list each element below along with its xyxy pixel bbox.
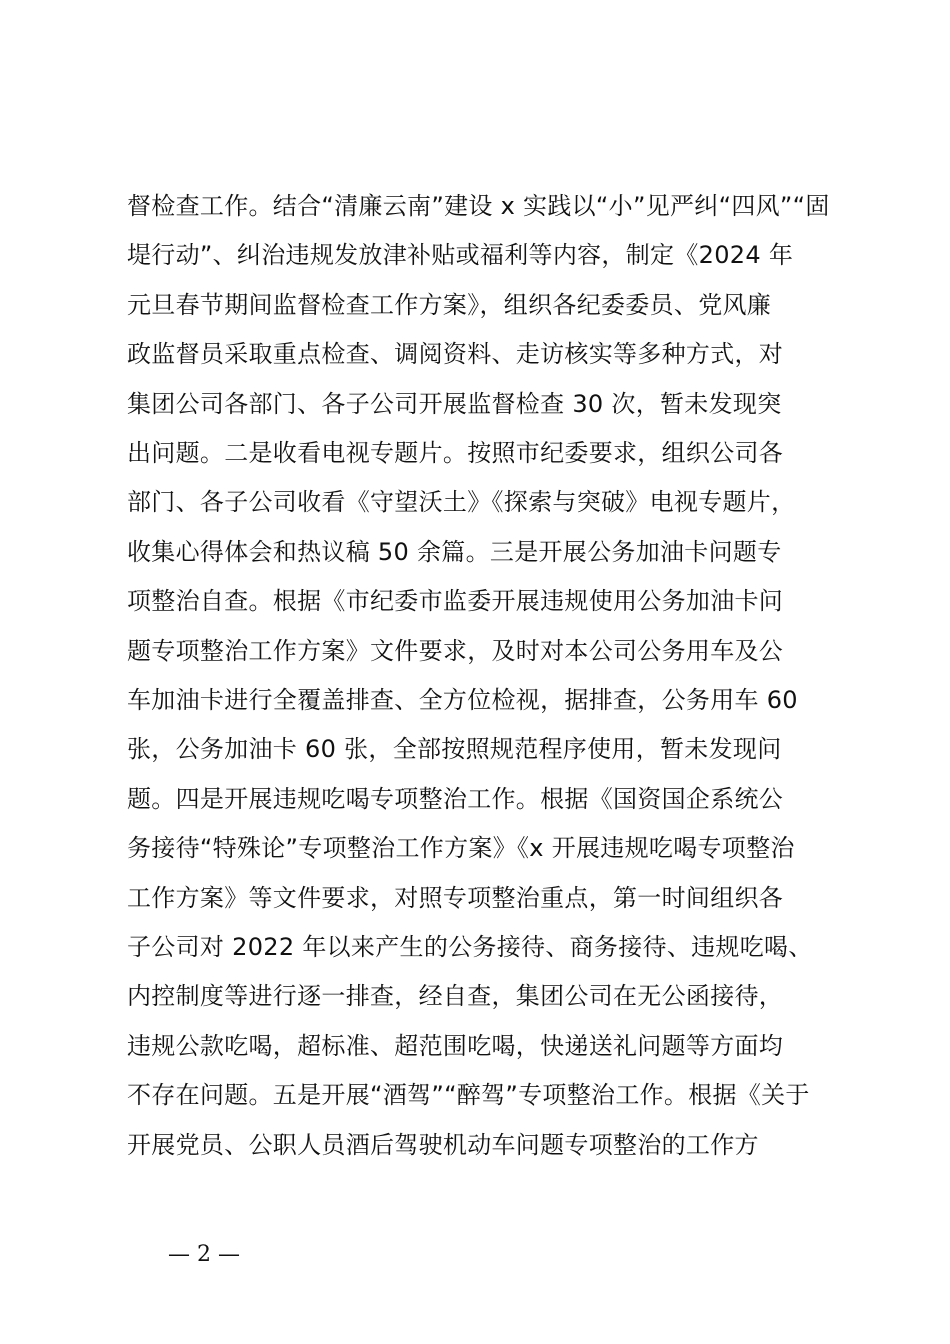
text-line: 堤行动”、纠治违规发放津补贴或福利等内容，制定《2024 年 — [127, 241, 794, 270]
text-line: 子公司对 2022 年以来产生的公务接待、商务接待、违规吃喝、 — [127, 933, 813, 961]
text-line: 张，公务加油卡 60 张，全部按照规范程序使用，暂未发现问 — [127, 735, 782, 764]
text-line: 车加油卡进行全覆盖排查、全方位检视，据排查，公务用车 60 — [127, 686, 798, 714]
text-line: 题。四是开展违规吃喝专项整治工作。根据《国资国企系统公 — [127, 784, 784, 813]
text-line: 督检查工作。结合“清廉云南”建设 x 实践以“小”见严纠“四风”“固 — [127, 192, 830, 220]
text-line: 工作方案》等文件要求，对照专项整治重点，第一时间组织各 — [127, 883, 784, 912]
text-line: 部门、各子公司收看《守望沃土》《探索与突破》电视专题片， — [127, 488, 796, 517]
text-line: 出问题。二是收看电视专题片。按照市纪委要求，组织公司各 — [127, 439, 784, 467]
text-line: 题专项整治工作方案》文件要求，及时对本公司公务用车及公 — [127, 636, 784, 665]
text-line: 收集心得体会和热议稿 50 余篇。三是开展公务加油卡问题专 — [127, 537, 782, 566]
text-line: 项整治自查。根据《市纪委市监委开展违规使用公务加油卡问 — [127, 587, 784, 616]
text-line: 集团公司各部门、各子公司开展监督检查 30 次，暂未发现突 — [127, 389, 782, 418]
text-line: 务接待“特殊论”专项整治工作方案》《x 开展违规吃喝专项整治 — [127, 834, 795, 863]
text-line: 元旦春节期间监督检查工作方案》，组织各纪委委员、党风廉 — [127, 290, 772, 319]
page-number: — 2 — — [168, 1242, 240, 1267]
text-line: 内控制度等进行逐一排查，经自查，集团公司在无公函接待， — [127, 982, 784, 1011]
text-line: 违规公款吃喝，超标准、超范围吃喝，快递送礼问题等方面均 — [127, 1031, 784, 1060]
text-line: 政监督员采取重点检查、调阅资料、走访核实等多种方式，对 — [127, 340, 784, 369]
text-line: 不存在问题。五是开展“酒驾”“醉驾”专项整治工作。根据《关于 — [127, 1081, 810, 1110]
text-line: 开展党员、公职人员酒后驾驶机动车问题专项整治的工作方 — [127, 1130, 759, 1159]
